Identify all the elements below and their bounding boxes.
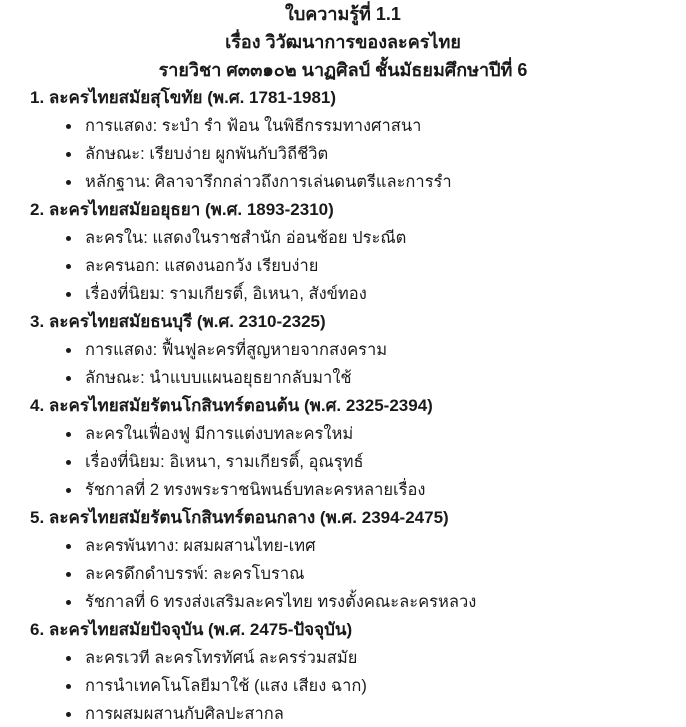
doc-title: ใบความรู้ที่ 1.1 [285,4,401,24]
bullet-icon [66,460,71,465]
section-2-heading: 2. ละครไทยสมัยอยุธยา (พ.ศ. 1893-2310) [30,200,334,219]
bullet-icon [66,544,71,549]
bullet-icon [66,684,71,689]
list-item-text: ละครดึกดำบรรพ์: ละครโบราณ [85,565,305,583]
bullet-icon [66,264,71,269]
bullet-icon [66,180,71,185]
bullet-icon [66,292,71,297]
list-item-text: ลักษณะ: นำแบบแผนอยุธยากลับมาใช้ [85,369,352,387]
list-item [0,364,686,392]
list-item-text: ละครในเฟื่องฟู มีการแต่งบทละครใหม่ [85,425,354,443]
bullet-icon [66,656,71,661]
doc-course-line: รายวิชา ศ๓๓๑๐๒ นาฏศิลป์ ชั้นมัธยมศึกษาปีที่ 6 [158,60,528,80]
list-item-text: หลักฐาน: ศิลาจารึกกล่าวถึงการเล่นดนตรีและการรำ [85,173,452,191]
list-item [0,588,686,616]
bullet-icon [66,376,71,381]
list-item-text: ละครนอก: แสดงนอกวัง เรียบง่าย [85,257,319,275]
list-item-text: การแสดง: ฟื้นฟูละครที่สูญหายจากสงคราม [85,341,388,359]
list-item-text: การผสมผสานกับศิลปะสากล [85,705,284,723]
list-item-text: รัชกาลที่ 2 ทรงพระราชนิพนธ์บทละครหลายเรื่อง [85,481,426,499]
list-item-text: รัชกาลที่ 6 ทรงส่งเสริมละครไทย ทรงตั้งคณะละครหลวง [85,593,477,611]
bullet-icon [66,152,71,157]
bullet-icon [66,432,71,437]
bullet-icon [66,712,71,717]
list-item [0,252,686,280]
list-item [0,168,686,196]
bullet-icon [66,572,71,577]
bullet-icon [66,236,71,241]
bullet-icon [66,124,71,129]
list-item [0,280,686,308]
list-item-text: การนำเทคโนโลยีมาใช้ (แสง เสียง ฉาก) [85,677,367,695]
list-item-text: ละครใน: แสดงในราชสำนัก อ่อนช้อย ประณีต [85,229,407,247]
bullet-icon [66,348,71,353]
list-item [0,336,686,364]
section-3-heading: 3. ละครไทยสมัยธนบุรี (พ.ศ. 2310-2325) [30,312,326,331]
list-item-text: ละครพันทาง: ผสมผสานไทย-เทศ [85,537,316,555]
list-item-text: เรื่องที่นิยม: อิเหนา, รามเกียรติ์, อุณรุทธ์ [85,453,364,471]
bullet-icon [66,600,71,605]
list-item [0,140,686,168]
list-item-text: เรื่องที่นิยม: รามเกียรติ์, อิเหนา, สังข์ทอง [85,285,367,303]
list-item-text: การแสดง: ระบำ รำ ฟ้อน ในพิธีกรรมทางศาสนา [85,117,422,135]
section-6-heading: 6. ละครไทยสมัยปัจจุบัน (พ.ศ. 2475-ปัจจุบัน) [30,620,353,639]
list-item [0,560,686,588]
list-item [0,644,686,672]
list-item [0,448,686,476]
list-item [0,700,686,727]
list-item [0,420,686,448]
list-item-text: ละครเวที ละครโทรทัศน์ ละครร่วมสมัย [85,649,358,667]
section-5-heading: 5. ละครไทยสมัยรัตนโกสินทร์ตอนกลาง (พ.ศ. 2394-2475) [30,508,449,527]
section-1-heading: 1. ละครไทยสมัยสุโขทัย (พ.ศ. 1781-1981) [30,88,337,107]
list-item [0,672,686,700]
section-4-heading: 4. ละครไทยสมัยรัตนโกสินทร์ตอนต้น (พ.ศ. 2325-2394) [30,396,433,415]
list-item [0,532,686,560]
list-item-text: ลักษณะ: เรียบง่าย ผูกพันกับวิถีชีวิต [85,145,329,163]
list-item [0,224,686,252]
bullet-icon [66,488,71,493]
list-item [0,112,686,140]
doc-subject-line: เรื่อง วิวัฒนาการของละครไทย [225,32,461,52]
list-item [0,476,686,504]
